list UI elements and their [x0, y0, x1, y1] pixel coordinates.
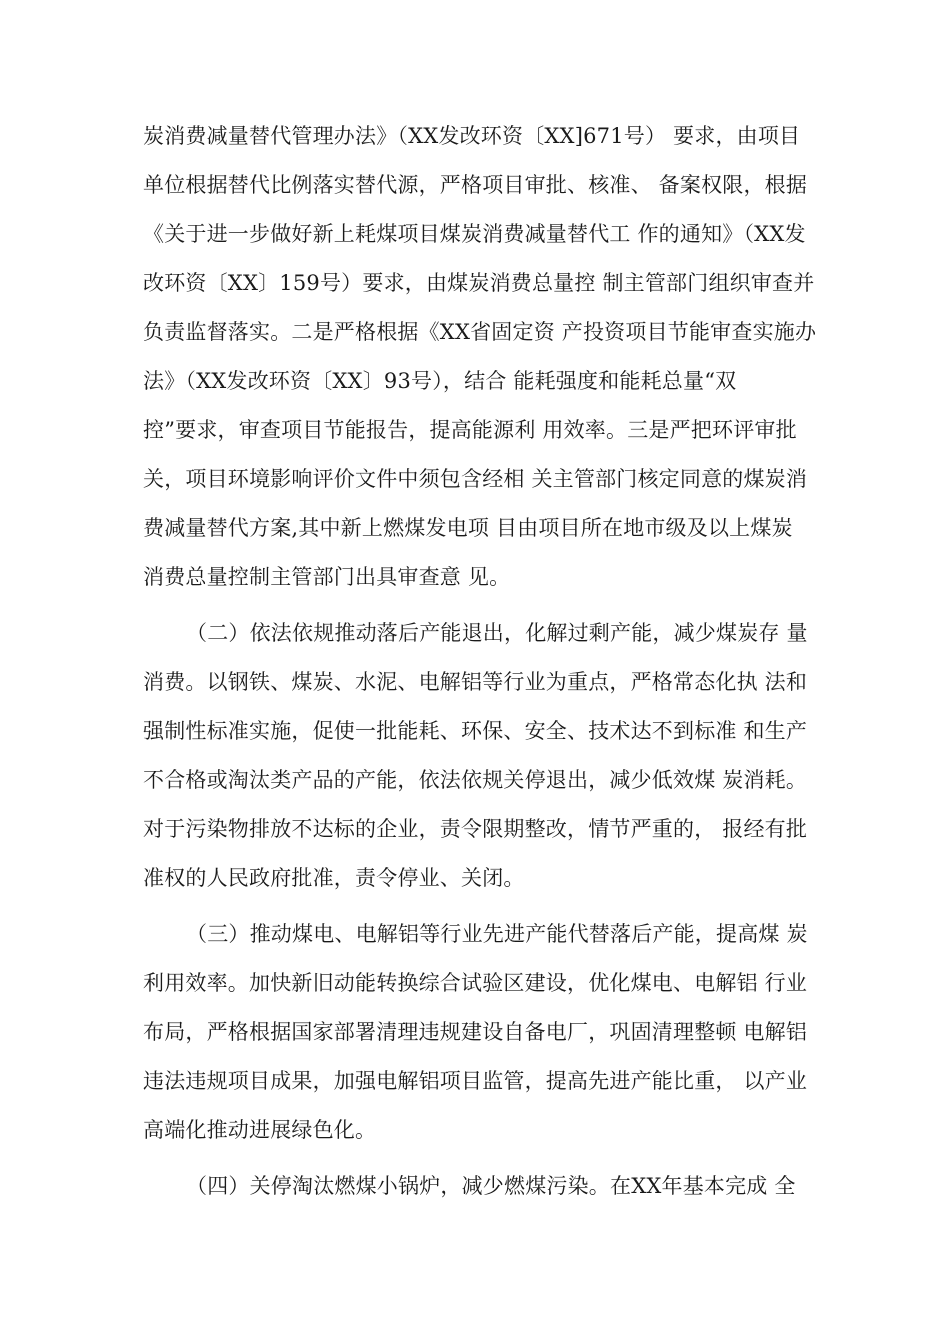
- paragraph-heading-4: （四）关停淘汰燃煤小锅炉，减少燃煤污染。在XX年基本完成 全: [186, 1174, 796, 1198]
- text-line: 消费总量控制主管部门出具审查意 见。: [143, 565, 511, 589]
- text-line: 对于污染物排放不达标的企业，责令限期整改，情节严重的， 报经有批: [143, 817, 808, 841]
- text-line: 高端化推动进展绿色化。: [143, 1118, 377, 1142]
- text-line: 强制性标准实施，促使一批能耗、环保、安全、技术达不到标准 和生产: [143, 719, 808, 743]
- text-line: 负责监督落实。二是严格根据《XX省固定资 产投资项目节能审查实施办: [143, 320, 817, 344]
- text-line: 布局，严格根据国家部署清理违规建设自备电厂，巩固清理整顿 电解铝: [143, 1020, 808, 1044]
- text-line: 法》（XX发改环资〔XX〕93号），结合 能耗强度和能耗总量“双: [143, 369, 737, 393]
- text-line: 消费。以钢铁、煤炭、水泥、电解铝等行业为重点，严格常态化执 法和: [143, 670, 808, 694]
- text-line: 单位根据替代比例落实替代源，严格项目审批、核准、 备案权限，根据: [143, 173, 808, 197]
- text-line: 利用效率。加快新旧动能转换综合试验区建设，优化煤电、电解铝 行业: [143, 971, 808, 995]
- text-line: 准权的人民政府批准，责令停业、关闭。: [143, 866, 525, 890]
- text-line: 控”要求，审查项目节能报告，提高能源利 用效率。三是严把环评审批: [143, 418, 797, 442]
- text-line: 费减量替代方案,其中新上燃煤发电项 目由项目所在地市级及以上煤炭: [143, 516, 793, 540]
- text-line: 不合格或淘汰类产品的产能，依法依规关停退出，减少低效煤 炭消耗。: [143, 768, 808, 792]
- text-line: 《关于进一步做好新上耗煤项目煤炭消费减量替代工 作的通知》（XX发: [143, 222, 806, 246]
- text-line: 违法违规项目成果，加强电解铝项目监管，提高先进产能比重， 以产业: [143, 1069, 808, 1093]
- paragraph-heading-2: （二）依法依规推动落后产能退出，化解过剩产能，减少煤炭存 量: [186, 621, 808, 645]
- paragraph-heading-3: （三）推动煤电、电解铝等行业先进产能代替落后产能，提高煤 炭: [186, 922, 808, 946]
- text-line: 关，项目环境影响评价文件中须包含经相 关主管部门核定同意的煤炭消: [143, 467, 808, 491]
- text-line: 改环资〔XX〕159号）要求，由煤炭消费总量控 制主管部门组织审查并: [143, 271, 815, 295]
- text-line: 炭消费减量替代管理办法》（XX发改环资〔XX]671号） 要求，由项目: [143, 124, 801, 148]
